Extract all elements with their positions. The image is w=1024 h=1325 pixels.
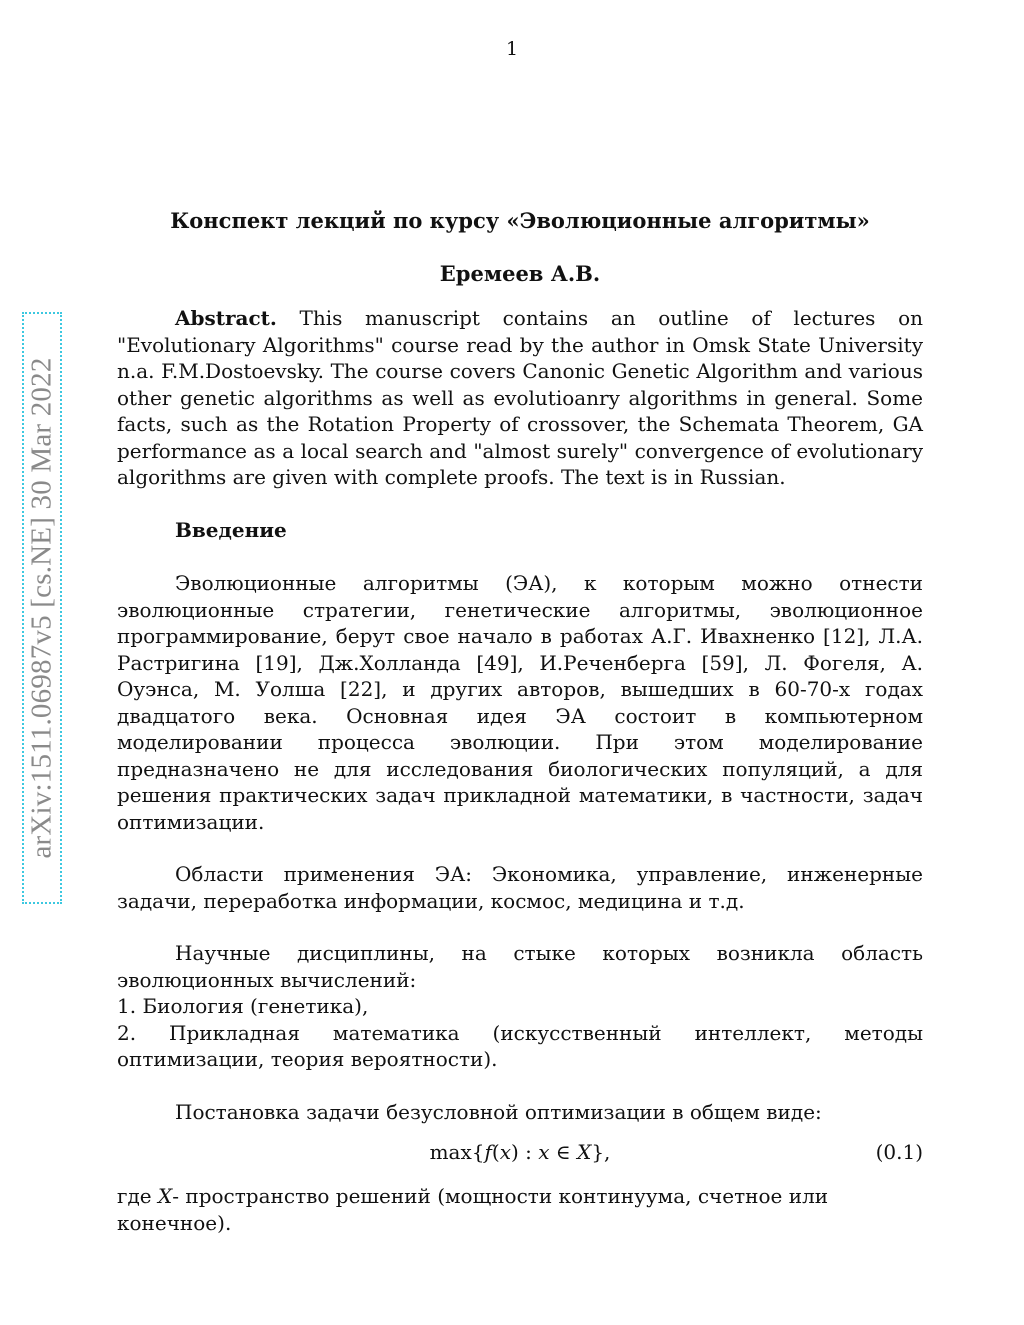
equation-number: (0.1) <box>875 1140 923 1164</box>
paper-author: Еремеев А.В. <box>439 260 601 286</box>
paper-body <box>117 208 923 1236</box>
page-number: 1 <box>505 38 519 60</box>
section-heading: Введение <box>175 517 287 542</box>
arxiv-stamp[interactable] <box>22 312 62 904</box>
equation-formula: max{f(x) : x ∈ X}, <box>429 1140 611 1164</box>
list-item: 2. Прикладная математика (искусственный интеллект, методы оптимизации, теория вероятности). <box>117 1020 923 1071</box>
application-areas-paragraph: Области применения ЭА: Экономика, управление, инженерные задачи, переработка информации, космос, медицина и т.д. <box>117 862 923 913</box>
abstract-label: Abstract. <box>175 306 277 330</box>
problem-statement-paragraph: Постановка задачи безусловной оптимизации в общем виде: <box>175 1099 822 1124</box>
intro-paragraph: Эволюционные алгоритмы (ЭА), к которым можно отнести эволюционные стратегии, генетические алгоритмы, эволюционное программирование, берут свое начало в работах А.Г. Ивахненко [12], Л.А. Растригина [19], Дж.Холланда [49], И.Реченберга [59], Л. Фогеля, А. Оуэнса, М. Уолша [22], и других авторов, вышедших в 60-70-х годах двадцатого века. Основная идея ЭА состоит в компьютерном моделировании процесса эволюции. При этом моделирование предназначено не для исследования биологических популяций, а для решения практических задач прикладной математики, в частности, задач оптимизации. <box>117 571 923 834</box>
abstract-text: This manuscript contains an outline of lectures on "Evolutionary Algorithms" course read by the author in Omsk State University n.a. F.M.Dostoevsky. The course covers Canonic Genetic Algorithm and various other genetic algorithms as well as evolutioanry algorithms in general. Some facts, such as the Rotation Property of crossover, the Schemata Theorem, GA performance as a local search and "almost surely" convergence of evolutionary algorithms are given with complete proofs. The text is in Russian. <box>117 306 923 489</box>
abstract <box>117 305 923 491</box>
equation <box>117 1133 923 1173</box>
paper-title: Конспект лекций по курсу «Эволюционные алгоритмы» <box>170 208 870 233</box>
list-item: 1. Биология (генетика), <box>117 994 369 1018</box>
solution-space-definition: где X- пространство решений (мощности континуума, счетное или конечное). <box>117 1184 829 1235</box>
arxiv-identifier[interactable]: arXiv:1511.06987v5 [cs.NE] 30 Mar 2022 <box>25 357 58 859</box>
disciplines-paragraph: Научные дисциплины, на стыке которых возникла область эволюционных вычислений: <box>117 941 923 992</box>
